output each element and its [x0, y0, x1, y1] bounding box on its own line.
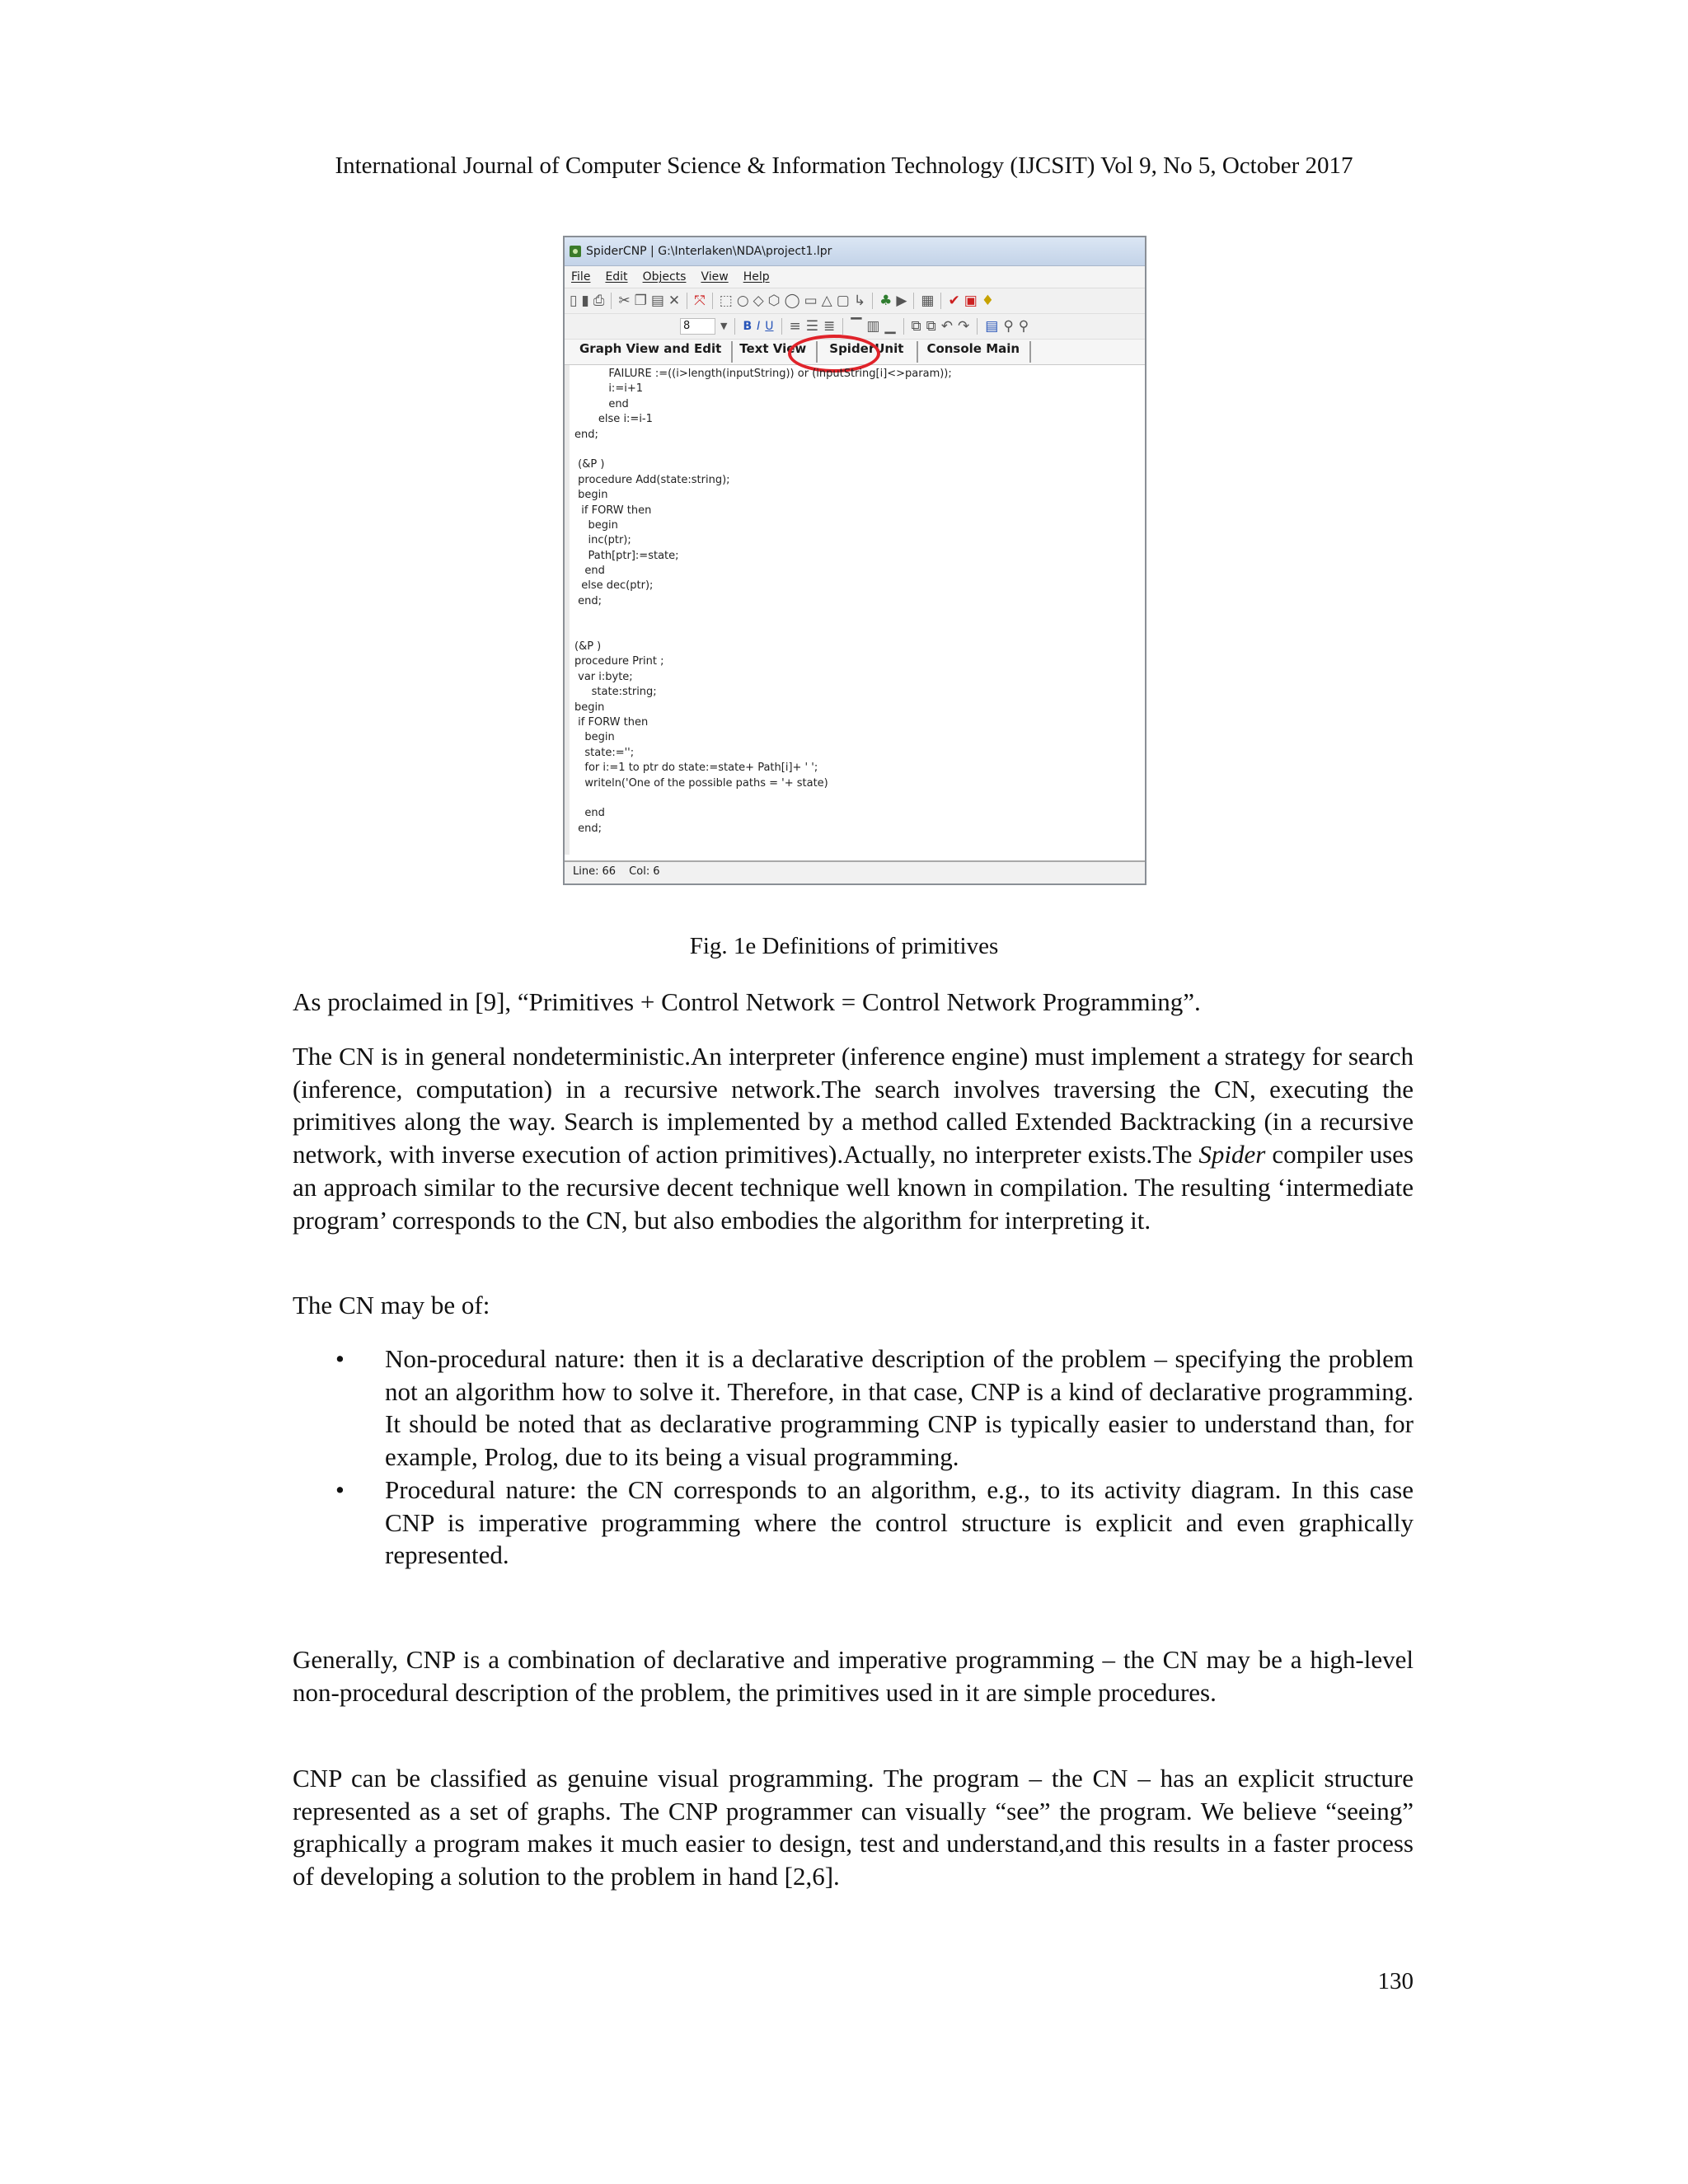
spidercnp-app-icon [570, 246, 581, 257]
paragraph-2-text-a: The CN is in general nondeterministic.An interpreter (inference engine) must implement a strategy for search (inference, computation) in a recursive network.The search involves traversing the CN, executing the primitives along the way. Search is implemented by a method called Extended Backtracking (in a recursive network, with inverse execution of action primitives).Actually, no interpreter exists.The [293, 1042, 1414, 1169]
code-line [574, 609, 1145, 624]
page-number: 130 [1377, 1968, 1414, 1994]
code-line: Path[ptr]:=state; [574, 549, 679, 562]
triangle-shape-icon[interactable]: △ [821, 293, 832, 309]
toolbar-separator [940, 293, 941, 309]
status-line-label: Line: [573, 865, 599, 878]
figure-caption: Fig. 1e Definitions of primitives [689, 933, 999, 959]
bullet-list [293, 1343, 1414, 1572]
toolbar-separator [734, 318, 735, 335]
toolbar-separator [903, 318, 904, 335]
spider-italic: Spider [1198, 1140, 1266, 1169]
copy-icon[interactable]: ❐ [634, 293, 647, 309]
toolbar-separator [712, 293, 713, 309]
code-line: if FORW then [574, 715, 649, 729]
list-item: • Non-procedural nature: then it is a declarative description of the problem – specifying the problem not an algorithm how to solve it. Therefore, in that case, CNP is a kind of declarative programming. It should be noted that as declarative programming CNP is typically easier to understand than, for example, Prolog, due to its being a visual programming. [293, 1343, 1414, 1474]
layout-split-icon[interactable]: ▥ [866, 318, 880, 335]
paste-icon[interactable]: ▤ [650, 293, 664, 309]
main-toolbar [565, 288, 1145, 314]
spidercnp-screenshot [563, 236, 1146, 885]
hexagon-shape-icon[interactable]: ⬡ [767, 293, 781, 309]
paragraph-4: Generally, CNP is a combination of declarative and imperative programming – the CN may be a high-level non-procedural description of the problem, the primitives used in it are simple procedures. [293, 1645, 1414, 1707]
print-icon[interactable]: ⎙ [593, 293, 605, 309]
undo-icon[interactable]: ↶ [940, 318, 954, 335]
paragraph-2 [293, 1040, 1414, 1236]
ellipse-shape-icon[interactable]: ◯ [784, 293, 800, 309]
bold-icon[interactable]: B [743, 320, 753, 333]
code-line: i:=i+1 [574, 382, 643, 396]
rectangle-shape-icon[interactable]: ▭ [804, 293, 818, 309]
status-col-value: 6 [653, 865, 660, 878]
code-line: end [574, 565, 605, 578]
toolbar-separator [977, 318, 978, 335]
code-line [574, 625, 1145, 640]
tree-icon[interactable]: ♣ [879, 293, 893, 309]
code-line: var i:byte; [574, 670, 633, 683]
document-icon[interactable]: ▤ [985, 318, 999, 335]
window-title: SpiderCNP | G:\Interlaken\NDA\project1.lpr [586, 245, 832, 258]
build-icon[interactable]: ▣ [964, 293, 978, 309]
code-line [574, 791, 1145, 806]
code-line: else dec(ptr); [574, 579, 654, 593]
code-line: inc(ptr); [574, 534, 631, 547]
code-line: begin [574, 518, 618, 532]
code-line: end; [574, 822, 603, 835]
code-line: end [574, 397, 629, 410]
circle-shape-icon[interactable]: ○ [736, 293, 749, 309]
align-center-icon[interactable]: ☰ [805, 318, 819, 335]
code-line: begin [574, 701, 605, 714]
tab-text-view[interactable]: Text View [733, 341, 818, 363]
toolbar-separator [842, 318, 843, 335]
layout-top-icon[interactable]: ▔ [851, 318, 862, 335]
open-file-icon[interactable]: ▮ [581, 293, 589, 309]
cut-icon[interactable]: ✂ [618, 293, 631, 309]
code-line: (&P ) [574, 640, 602, 654]
code-line: end; [574, 594, 603, 607]
arrange-2-icon[interactable]: ⧉ [926, 318, 936, 335]
toolbar-separator [781, 318, 782, 335]
redo-icon[interactable]: ↷ [958, 318, 970, 335]
diamond-shape-icon[interactable]: ◇ [753, 293, 764, 309]
delete-icon[interactable]: ✕ [668, 293, 681, 309]
tab-graph-view-and-edit[interactable]: Graph View and Edit [573, 341, 733, 363]
zoom-in-icon[interactable]: ⚲ [1003, 318, 1014, 335]
status-col-label: Col: [629, 865, 650, 878]
paragraph-3: The CN may be of: [293, 1291, 490, 1319]
connector-icon[interactable]: ↳ [853, 293, 866, 309]
list-item: • Procedural nature: the CN corresponds to an algorithm, e.g., to its activity diagram. In this case CNP is imperative programming where the control structure is explicit and even graphically represented. [293, 1474, 1414, 1572]
underline-icon[interactable]: U [765, 320, 774, 333]
code-line: procedure Add(state:string); [574, 473, 730, 486]
code-line: FAILURE :=((i>length(inputString)) or (inputString[i]<>param)); [574, 368, 952, 380]
tab-console-main[interactable]: Console Main [917, 341, 1031, 363]
window-titlebar [565, 237, 1145, 266]
menu-file[interactable]: File [571, 270, 591, 284]
code-editor[interactable] [565, 365, 1145, 855]
hint-bulb-icon[interactable]: ♦ [981, 293, 995, 309]
menu-edit[interactable]: Edit [605, 270, 628, 284]
toolbar-separator [913, 293, 914, 309]
code-line: else i:=i-1 [574, 413, 653, 426]
menu-objects[interactable]: Objects [642, 270, 687, 284]
tab-spiderunit[interactable]: SpiderUnit [829, 341, 904, 356]
code-line: state:=''; [574, 746, 635, 759]
grid-icon[interactable]: ▦ [921, 293, 935, 309]
layout-bottom-icon[interactable]: ▁ [884, 318, 896, 335]
rounded-rect-shape-icon[interactable]: ▢ [836, 293, 850, 309]
code-line: if FORW then [574, 504, 652, 517]
menu-view[interactable]: View [701, 270, 729, 284]
paragraph-2-text-b: compiler uses an approach similar to the recursive decent technique well known in compilation. The resulting ‘intermediate program’ corresponds to the CN, but also embodies the algorithm for interpreting it. [293, 1140, 1414, 1235]
code-line: (&P ) [574, 458, 605, 471]
journal-header: International Journal of Computer Science & Information Technology (IJCSIT) Vol 9, No 5, October 2017 [335, 152, 1353, 179]
code-line: writeln('One of the possible paths = '+ state) [574, 776, 828, 790]
code-line [574, 443, 1145, 457]
align-right-icon[interactable]: ≣ [823, 318, 836, 335]
select-pointer-icon[interactable]: ⬚ [719, 293, 733, 309]
paragraph-1: As proclaimed in [9], “Primitives + Control Network = Control Network Programming”. [293, 987, 1201, 1016]
menu-bar [565, 266, 1145, 288]
font-size-select[interactable]: 8 [680, 318, 715, 335]
code-line: begin [574, 489, 608, 502]
resize-icon[interactable]: ⤧ [694, 293, 706, 309]
format-toolbar [565, 314, 1145, 340]
run-icon[interactable]: ▶ [896, 293, 907, 309]
zoom-out-icon[interactable]: ⚲ [1018, 318, 1029, 335]
arrange-icon[interactable]: ⧉ [911, 318, 921, 335]
code-line: state:string; [574, 686, 657, 699]
dropdown-arrow-icon[interactable]: ▼ [720, 321, 728, 331]
align-left-icon[interactable]: ≡ [789, 318, 801, 335]
paragraph-5: CNP can be classified as genuine visual programming. The program – the CN – has an explicit structure represented as a set of graphs. The CNP programmer can visually “see” the program. We believe “seeing” graphically a program makes it much easier to design, test and understand,and this results in a faster process of developing a solution to the problem in hand [2,6]. [293, 1764, 1414, 1891]
code-line: begin [574, 731, 615, 744]
check-icon[interactable]: ✔ [948, 293, 960, 309]
editor-tabs [565, 340, 1145, 365]
italic-icon[interactable]: I [757, 320, 761, 333]
menu-help[interactable]: Help [743, 270, 770, 284]
code-line: for i:=1 to ptr do state:=state+ Path[i]+ ' '; [574, 762, 818, 775]
toolbar-separator [872, 293, 873, 309]
status-bar [565, 860, 1145, 883]
code-line: procedure Print ; [574, 655, 664, 668]
code-line: end; [574, 428, 598, 441]
toolbar-separator [611, 293, 612, 309]
new-file-icon[interactable]: ▯ [570, 293, 578, 309]
status-line-value: 66 [602, 865, 617, 878]
code-line: end [574, 807, 605, 820]
